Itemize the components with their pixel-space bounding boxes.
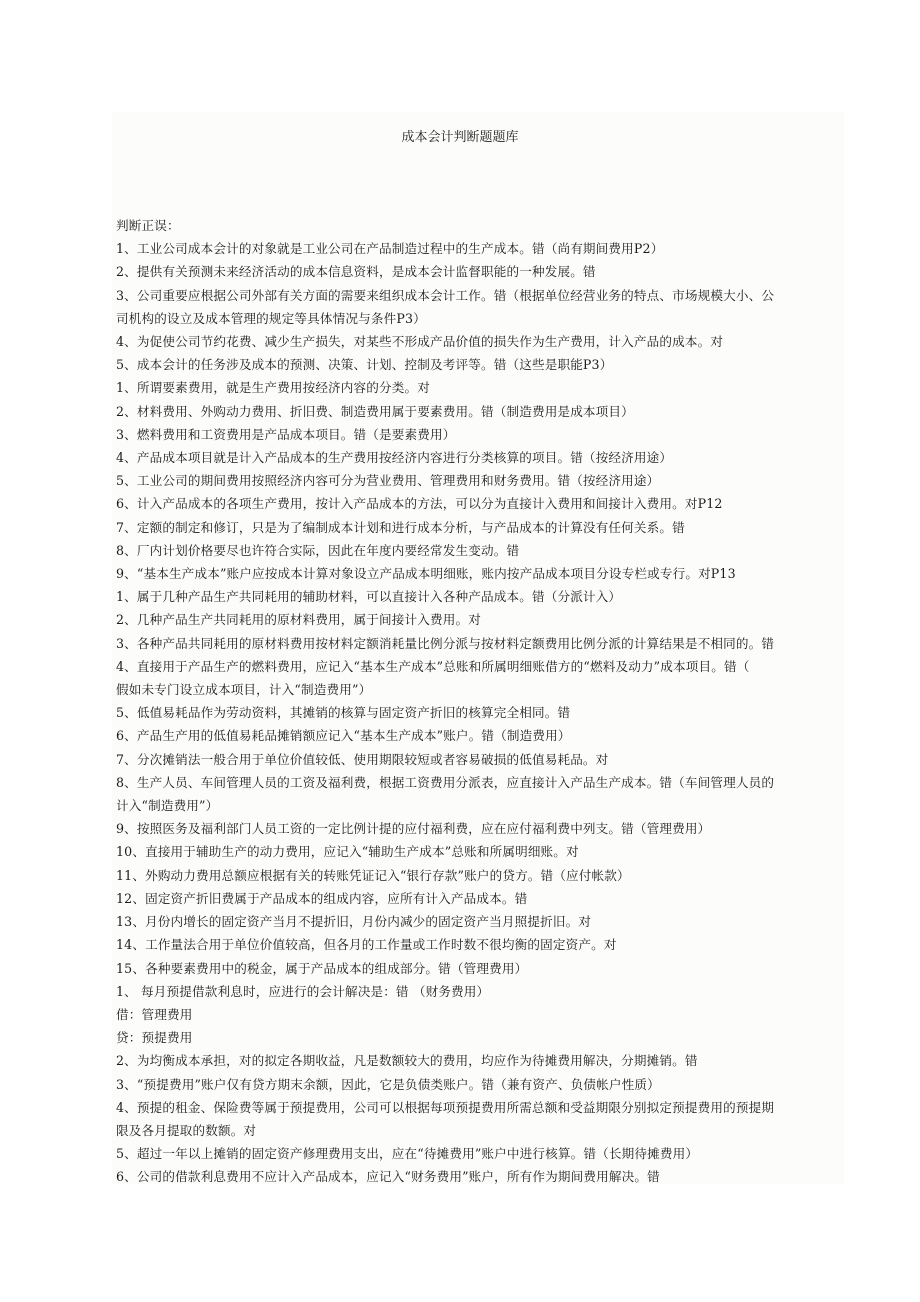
document-line: 2、提供有关预测未来经济活动的成本信息资料，是成本会计监督职能的一种发展。错 bbox=[116, 264, 596, 280]
document-line: 2、为均衡成本承担，对的拟定各期收益，凡是数额较大的费用，均应作为待摊费用解决，分期摊销。错 bbox=[116, 1053, 698, 1069]
document-line: 15、各种要素费用中的税金，属于产品成本的组成部分。错（管理费用） bbox=[116, 960, 528, 976]
document-line: 9、按照医务及福利部门人员工资的一定比例计提的应付福利费，应在应付福利费中列支。错（管理费用） bbox=[116, 821, 711, 837]
document-line: 借：管理费用 bbox=[116, 1006, 193, 1022]
document-line: 14、工作量法合用于单位价值较高，但各月的工作量或工作时数不很均衡的固定资产。对 bbox=[116, 937, 617, 953]
document-line: 10、直接用于辅助生产的动力费用，应记入“辅助生产成本”总账和所属明细账。对 bbox=[116, 844, 579, 860]
document-line: 1、所谓要素费用，就是生产费用按经济内容的分类。对 bbox=[116, 380, 431, 396]
document-line: 1、属于几种产品生产共同耗用的辅助材料，可以直接计入各种产品成本。错（分派计入） bbox=[116, 589, 622, 605]
document-line: 假如未专门设立成本项目，计入“制造费用”） bbox=[116, 682, 372, 698]
document-line: 5、工业公司的期间费用按照经济内容可分为营业费用、管理费用和财务费用。错（按经济用途） bbox=[116, 473, 660, 489]
document-line: 贷：预提费用 bbox=[116, 1030, 193, 1046]
document-line: 3、燃料费用和工资费用是产品成本项目。错（是要素费用） bbox=[116, 426, 456, 442]
document-line: 判断正误： bbox=[116, 218, 180, 233]
document-line: 1、工业公司成本会计的对象就是工业公司在产品制造过程中的生产成本。错（尚有期间费用P2） bbox=[116, 241, 664, 257]
document-line: 6、计入产品成本的各项生产费用，按计入产品成本的方法，可以分为直接计入费用和间接计入费用。对P12 bbox=[116, 496, 723, 512]
document-line: 12、固定资产折旧费属于产品成本的组成内容，应所有计入产品成本。错 bbox=[116, 890, 528, 906]
document-line: 3、“预提费用”账户仅有贷方期末余额，因此，它是负债类账户。错（兼有资产、负债帐户性质） bbox=[116, 1076, 660, 1092]
document-body bbox=[116, 214, 838, 1189]
document-line: 2、几种产品生产共同耗用的原材料费用，属于间接计入费用。对 bbox=[116, 612, 481, 628]
document-line: 4、产品成本项目就是计入产品成本的生产费用按经济内容进行分类核算的项目。错（按经济用途） bbox=[116, 450, 673, 466]
document-line: 8、生产人员、车间管理人员的工资及福利费，根据工资费用分派表，应直接计入产品生产成本。错（车间管理人员的 bbox=[116, 774, 775, 790]
document-line: 2、材料费用、外购动力费用、折旧费、制造费用属于要素费用。错（制造费用是成本项目） bbox=[116, 403, 634, 419]
document-line: 13、月份内增长的固定资产当月不提折旧，月份内减少的固定资产当月照提折旧。对 bbox=[116, 914, 592, 930]
document-title: 成本会计判断题题库 bbox=[401, 130, 519, 145]
document-line: 5、低值易耗品作为劳动资料，其摊销的核算与固定资产折旧的核算完全相同。错 bbox=[116, 705, 571, 721]
document-line: 6、公司的借款利息费用不应计入产品成本，应记入“财务费用”账户，所有作为期间费用解决。错 bbox=[116, 1169, 660, 1185]
document-line: 司机构的设立及成本管理的规定等具体情况与条件P3） bbox=[116, 310, 426, 326]
document-line: 11、外购动力费用总额应根据有关的转账凭证记入“银行存款”账户的贷方。错（应付帐款） bbox=[116, 867, 630, 883]
document-line: 3、公司重要应根据公司外部有关方面的需要来组织成本会计工作。错（根据单位经营业务的特点、市场规模大小、公 bbox=[116, 287, 775, 303]
document-line: 3、各种产品共同耗用的原材料费用按材料定额消耗量比例分派与按材料定额费用比例分派的计算结果是不相同的。错 bbox=[116, 635, 775, 651]
document-line: 7、定额的制定和修订，只是为了编制成本计划和进行成本分析，与产品成本的计算没有任何关系。错 bbox=[116, 519, 685, 535]
document-line: 4、直接用于产品生产的燃料费用，应记入“基本生产成本”总账和所属明细账借方的“燃料及动力”成本项目。错（ bbox=[116, 658, 750, 674]
document-line: 计入“制造费用”） bbox=[116, 798, 219, 814]
document-line: 4、为促使公司节约花费、减少生产损失，对某些不形成产品价值的损失作为生产费用，计入产品的成本。对 bbox=[116, 334, 724, 350]
document-line: 5、超过一年以上摊销的固定资产修理费用支出，应在“待摊费用”账户中进行核算。错（长期待摊费用） bbox=[116, 1146, 699, 1162]
document-line: 1、 每月预提借款利息时，应进行的会计解决是：错 （财务费用） bbox=[116, 983, 490, 999]
document-line: 9、“基本生产成本”账户应按成本计算对象设立产品成本明细账，账内按产品成本项目分设专栏或专行。对P13 bbox=[116, 566, 736, 582]
document-line: 4、预提的租金、保险费等属于预提费用，公司可以根据每项预提费用所需总额和受益期限分别拟定预提费用的预提期 bbox=[116, 1099, 775, 1115]
document-line: 7、分次摊销法一般合用于单位价值较低、使用期限较短或者容易破损的低值易耗品。对 bbox=[116, 751, 609, 767]
document-line: 6、产品生产用的低值易耗品摊销额应记入“基本生产成本”账户。错（制造费用） bbox=[116, 728, 571, 744]
document-line: 5、成本会计的任务涉及成本的预测、决策、计划、控制及考评等。错（这些是职能P3） bbox=[116, 357, 613, 373]
document-line: 8、厂内计划价格要尽也许符合实际，因此在年度内要经常发生变动。错 bbox=[116, 542, 520, 558]
document-line: 限及各月提取的数额。对 bbox=[116, 1122, 257, 1138]
